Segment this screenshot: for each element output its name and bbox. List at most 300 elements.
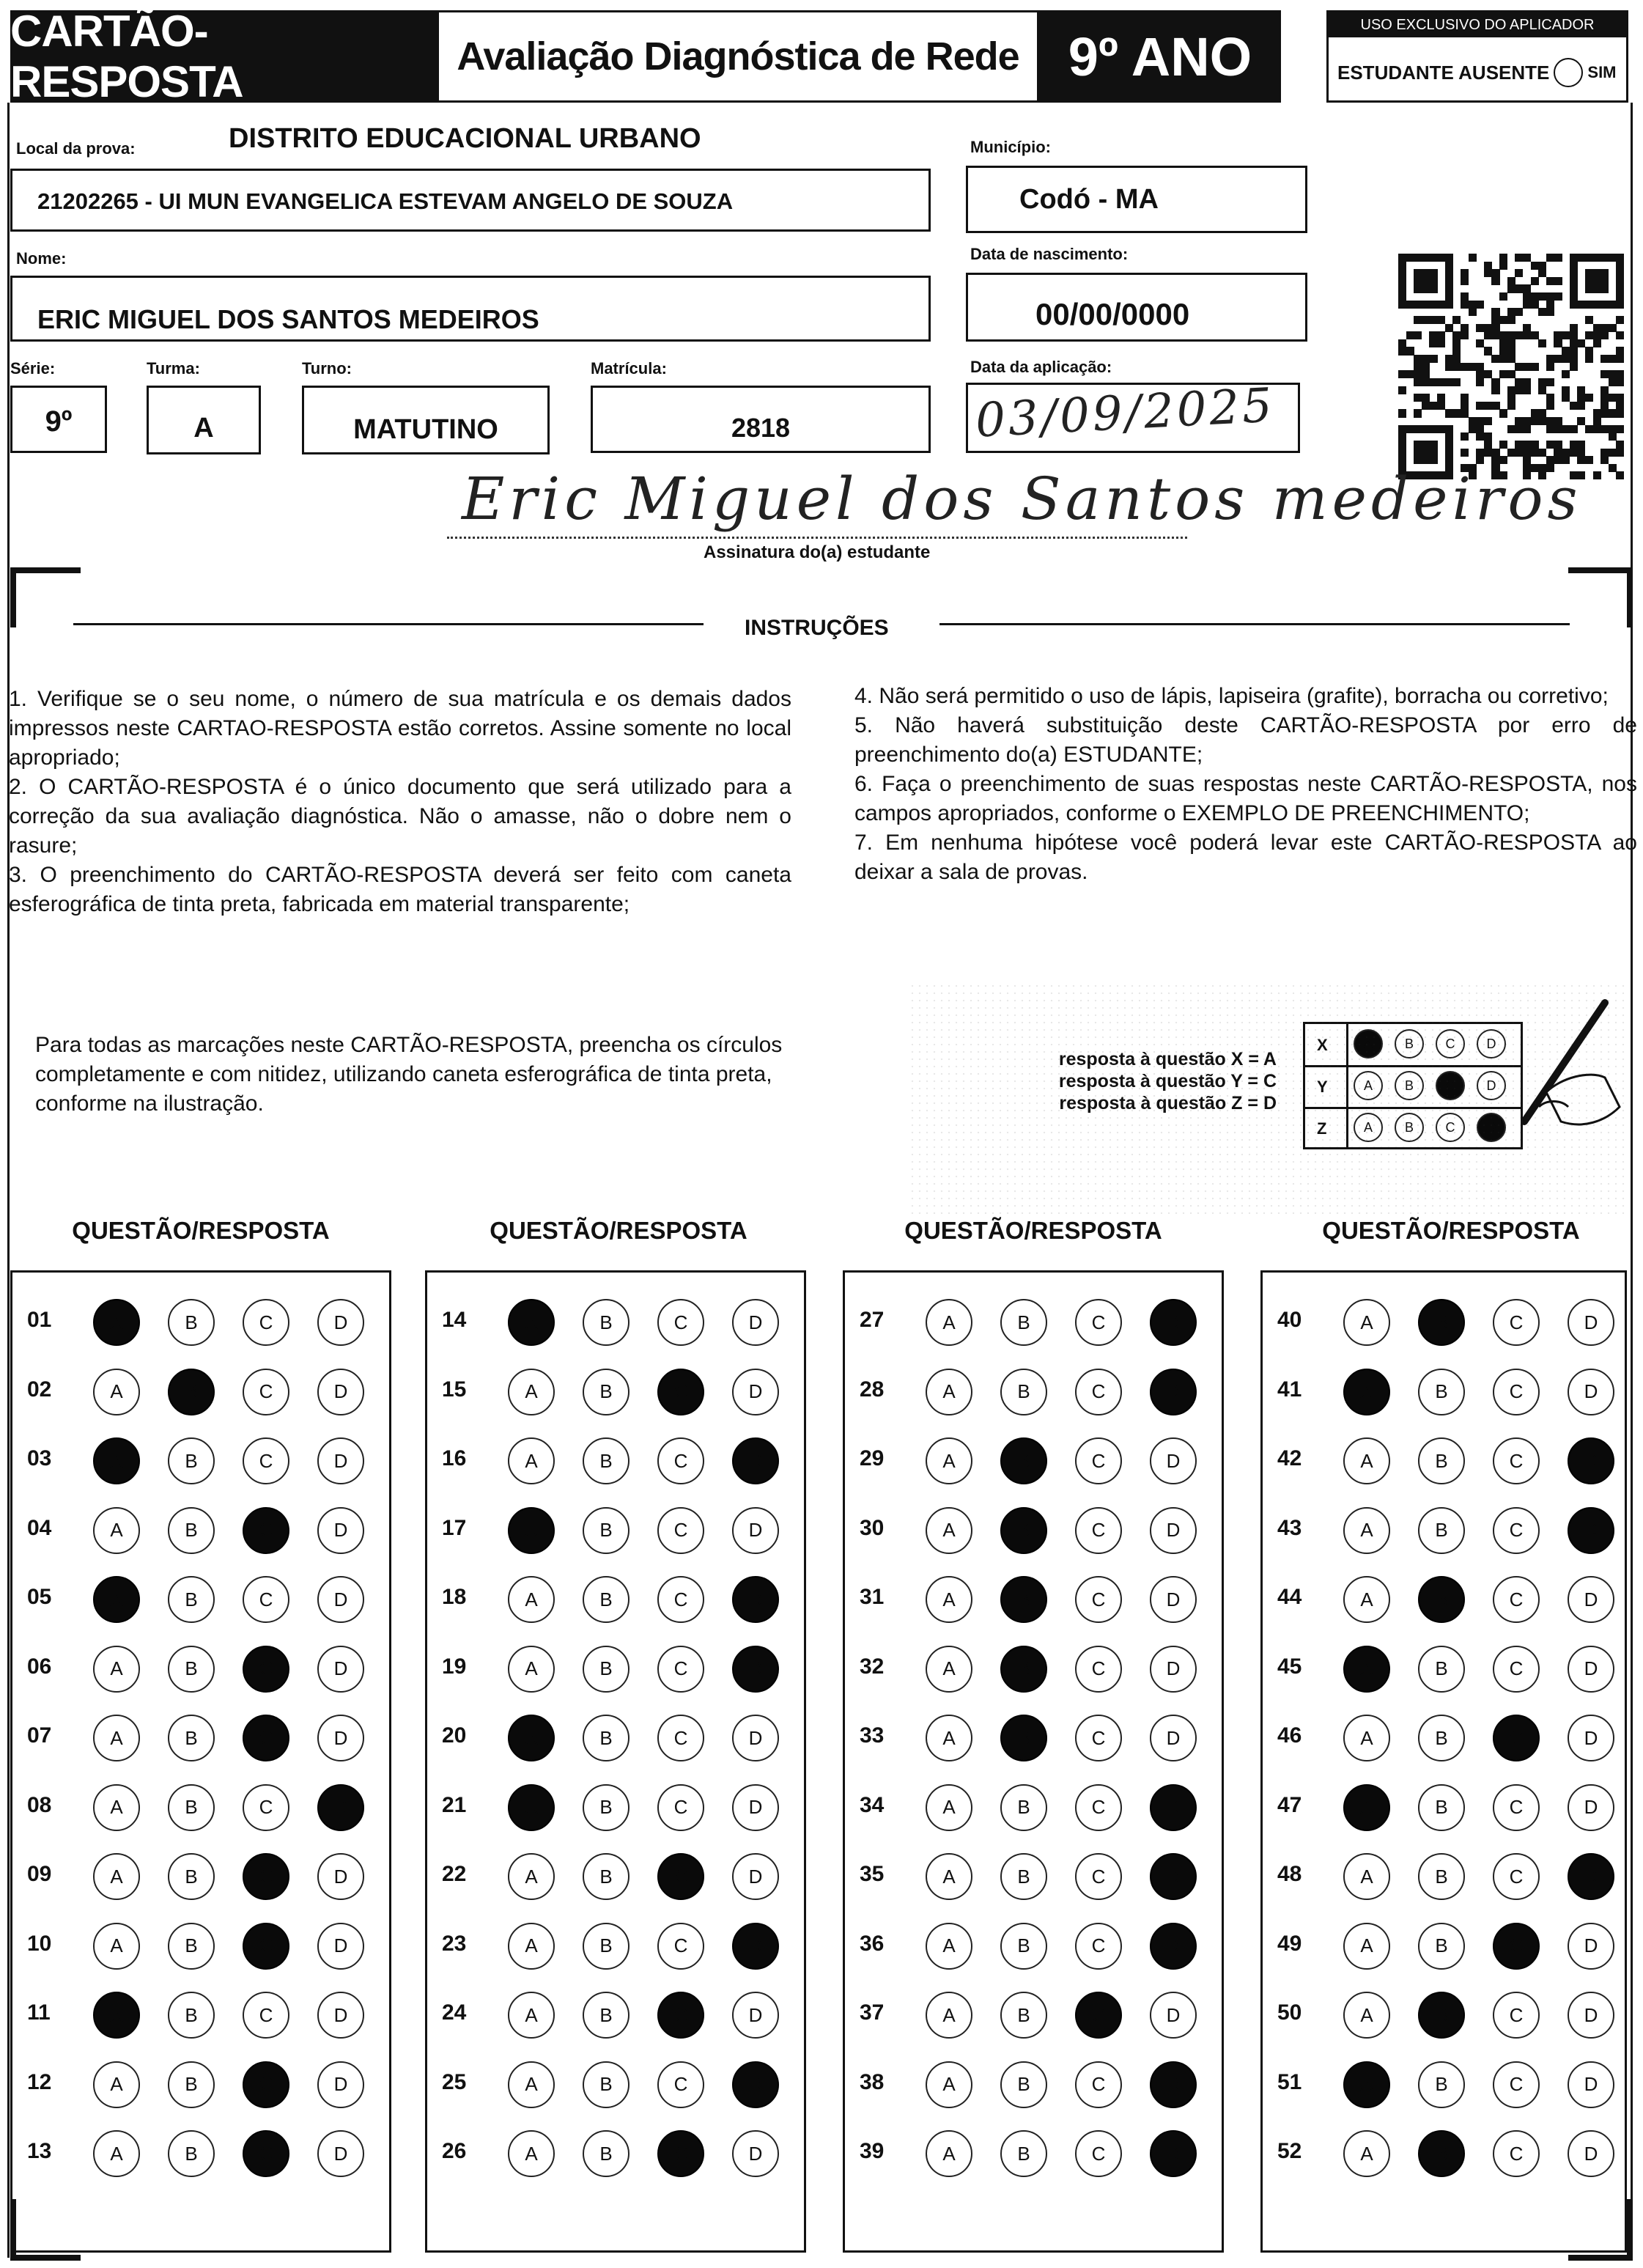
answer-bubble-b[interactable]: B (168, 1576, 215, 1623)
qr-module (1499, 355, 1507, 363)
answer-bubble-c[interactable]: C (657, 1715, 704, 1761)
answer-bubble-c[interactable]: C (657, 1507, 704, 1554)
answer-bubble-b[interactable]: B (1000, 1992, 1047, 2039)
answer-bubble-c[interactable]: C (1493, 1299, 1540, 1346)
answer-bubble-a[interactable]: A (508, 1576, 555, 1623)
answer-bubble-c[interactable]: C (657, 1437, 704, 1484)
answer-bubble-a[interactable]: A (508, 1437, 555, 1484)
answer-bubble-b[interactable]: B (1000, 1715, 1047, 1761)
answer-bubble-d[interactable]: D (732, 2130, 779, 2177)
qr-module (1616, 301, 1624, 309)
answer-bubble-a[interactable]: A (1343, 1646, 1390, 1693)
answer-bubble-c[interactable]: C (243, 1992, 289, 2039)
question-number: 07 (27, 1723, 52, 1748)
answer-bubble-d[interactable]: D (1568, 1576, 1614, 1623)
answer-bubble-d[interactable]: D (732, 1715, 779, 1761)
answer-bubble-d[interactable]: D (732, 1784, 779, 1831)
answer-bubble-b[interactable]: B (168, 2130, 215, 2177)
answer-bubble-b[interactable]: B (1000, 2130, 1047, 2177)
answer-bubble-c[interactable]: C (657, 1923, 704, 1970)
answer-bubble-d[interactable]: D (732, 1992, 779, 2039)
answer-bubble-b[interactable]: B (583, 1784, 629, 1831)
applicator-label: USO EXCLUSIVO DO APLICADOR (1329, 12, 1626, 37)
answer-bubble-a[interactable]: A (93, 1299, 140, 1346)
answer-bubble-c[interactable]: C (1075, 2061, 1122, 2108)
answer-bubble-b[interactable]: B (1000, 1646, 1047, 1693)
nome-field (10, 276, 931, 342)
answer-bubble-b[interactable]: B (168, 1507, 215, 1554)
answer-bubble-b[interactable]: B (168, 1992, 215, 2039)
answer-bubble-d[interactable]: D (317, 1784, 364, 1831)
answer-bubble-c[interactable]: C (1493, 1369, 1540, 1415)
question-number: 38 (860, 2069, 885, 2094)
qr-module (1609, 464, 1617, 472)
answer-bubble-b[interactable]: B (168, 2061, 215, 2108)
answer-bubble-b[interactable]: B (168, 1299, 215, 1346)
question-number: 15 (442, 1377, 467, 1402)
answer-bubble-c[interactable]: C (1075, 1507, 1122, 1554)
answer-bubble-c[interactable]: C (1493, 1437, 1540, 1484)
answer-bubble-d[interactable]: D (1150, 2130, 1197, 2177)
question-number: 12 (27, 2069, 52, 2094)
serie-label: Série: (10, 359, 56, 378)
qr-module (1593, 277, 1601, 285)
answer-bubble-a[interactable]: A (93, 1437, 140, 1484)
answer-bubble-b[interactable]: B (1000, 1853, 1047, 1900)
answer-bubble-c[interactable]: C (1075, 1784, 1122, 1831)
qr-module (1546, 456, 1554, 464)
answer-bubble-c[interactable]: C (1075, 1923, 1122, 1970)
answer-bubble-a[interactable]: A (1343, 1923, 1390, 1970)
answer-bubble-a[interactable]: A (93, 1853, 140, 1900)
nascimento-label: Data de nascimento: (970, 245, 1129, 263)
answer-bubble-b[interactable]: B (1000, 1437, 1047, 1484)
answer-bubble-c[interactable]: C (243, 2130, 289, 2177)
answer-bubble-b[interactable]: B (583, 1853, 629, 1900)
answer-bubble-a[interactable]: A (926, 1507, 972, 1554)
question-number: 02 (27, 1377, 52, 1402)
qr-module (1422, 425, 1430, 433)
answer-bubble-a[interactable]: A (508, 2061, 555, 2108)
answer-bubble-c[interactable]: C (1493, 1715, 1540, 1761)
answer-bubble-c[interactable]: C (243, 1923, 289, 1970)
answer-bubble-a[interactable]: A (508, 2130, 555, 2177)
answer-bubble-a[interactable]: A (926, 1369, 972, 1415)
answer-bubble-a[interactable]: A (926, 2061, 972, 2108)
answer-bubble-b[interactable]: B (1418, 1992, 1465, 2039)
answer-bubble-d[interactable]: D (732, 1507, 779, 1554)
answer-bubble-d[interactable]: D (317, 1369, 364, 1415)
answer-bubble-a[interactable]: A (93, 1992, 140, 2039)
answer-bubble-a[interactable]: A (93, 1369, 140, 1415)
answer-bubble-b[interactable]: B (583, 1369, 629, 1415)
answer-bubble-b[interactable]: B (168, 1784, 215, 1831)
answer-bubble-d[interactable]: D (317, 1853, 364, 1900)
qr-module (1554, 441, 1562, 449)
answer-bubble-d[interactable]: D (317, 1923, 364, 1970)
answer-bubble-c[interactable]: C (1075, 1715, 1122, 1761)
answer-bubble-d[interactable]: D (732, 1923, 779, 1970)
answer-bubble-b[interactable]: B (583, 1576, 629, 1623)
qr-module (1398, 409, 1406, 417)
answer-bubble-c[interactable]: C (1075, 1369, 1122, 1415)
qr-module (1538, 386, 1546, 394)
answer-bubble-d[interactable]: D (1150, 1646, 1197, 1693)
answer-bubble-a[interactable]: A (926, 1853, 972, 1900)
answer-bubble-a[interactable]: A (926, 2130, 972, 2177)
answer-bubble-b[interactable]: B (1000, 1923, 1047, 1970)
answer-bubble-b[interactable]: B (583, 1507, 629, 1554)
answer-bubble-d[interactable]: D (1150, 2061, 1197, 2108)
answer-bubble-c[interactable]: C (1493, 1507, 1540, 1554)
answer-bubble-c[interactable]: C (1493, 1784, 1540, 1831)
qr-module (1515, 417, 1523, 425)
corner-top-right (1568, 567, 1633, 627)
answer-bubble-c[interactable]: C (1075, 1992, 1122, 2039)
question-number: 18 (442, 1585, 467, 1609)
answer-bubble-a[interactable]: A (1343, 1576, 1390, 1623)
answer-bubble-a[interactable]: A (926, 1299, 972, 1346)
answer-bubble-b[interactable]: B (1418, 1369, 1465, 1415)
example-row-y: Y (1317, 1078, 1328, 1096)
turno-label: Turno: (302, 359, 352, 378)
answer-bubble-d[interactable]: D (1568, 2130, 1614, 2177)
answer-bubble-a[interactable]: A (1343, 1992, 1390, 2039)
answer-bubble-b[interactable]: B (1418, 1576, 1465, 1623)
answer-bubble-a[interactable]: A (93, 1576, 140, 1623)
answer-bubble-d[interactable]: D (1150, 1715, 1197, 1761)
answer-bubble-c[interactable]: C (243, 1784, 289, 1831)
question-number: 43 (1277, 1515, 1302, 1540)
answer-bubble-b[interactable]: B (1000, 1507, 1047, 1554)
answer-bubble-d[interactable]: D (1150, 1784, 1197, 1831)
answer-bubble-a[interactable]: A (926, 1992, 972, 2039)
turma-label: Turma: (147, 359, 200, 378)
answer-bubble-a[interactable]: A (93, 1923, 140, 1970)
answer-bubble-d[interactable]: D (1150, 1369, 1197, 1415)
answer-bubble-d[interactable]: D (1150, 1299, 1197, 1346)
answer-bubble-b[interactable]: B (1418, 1299, 1465, 1346)
qr-module (1507, 284, 1515, 292)
answer-bubble-c[interactable]: C (243, 1507, 289, 1554)
answer-bubble-b[interactable]: B (1000, 1576, 1047, 1623)
qr-module (1422, 355, 1430, 363)
answer-bubble-c[interactable]: C (1075, 1576, 1122, 1623)
answer-bubble-c[interactable]: C (1493, 1923, 1540, 1970)
answer-bubble-d[interactable]: D (1568, 1369, 1614, 1415)
answer-bubble-d[interactable]: D (732, 1369, 779, 1415)
qr-module (1429, 284, 1437, 292)
answer-bubble-d[interactable]: D (1568, 2061, 1614, 2108)
answer-bubble-d[interactable]: D (1568, 1853, 1614, 1900)
qr-module (1616, 254, 1624, 262)
qr-module (1414, 316, 1422, 324)
qr-module (1507, 277, 1515, 285)
qr-module (1422, 254, 1430, 262)
answer-row (845, 1287, 1222, 1356)
qr-module (1600, 449, 1609, 457)
answer-bubble-b[interactable]: B (1418, 1784, 1465, 1831)
qr-module (1484, 432, 1492, 441)
answer-bubble-c[interactable]: C (243, 2061, 289, 2108)
question-number: 01 (27, 1308, 52, 1332)
answer-bubble-c[interactable]: C (1493, 1853, 1540, 1900)
answer-bubble-a[interactable]: A (93, 1507, 140, 1554)
answer-bubble-b[interactable]: B (583, 2130, 629, 2177)
answer-bubble-d[interactable]: D (317, 1576, 364, 1623)
answer-bubble-d[interactable]: D (732, 1437, 779, 1484)
answer-bubble-c[interactable]: C (243, 1369, 289, 1415)
answer-bubble-c[interactable]: C (657, 1853, 704, 1900)
answer-bubble-d[interactable]: D (1568, 1715, 1614, 1761)
answer-bubble-a[interactable]: A (93, 1715, 140, 1761)
answer-bubble-a[interactable]: A (1343, 2130, 1390, 2177)
answer-bubble-b[interactable]: B (583, 1992, 629, 2039)
answer-bubble-c[interactable]: C (657, 2130, 704, 2177)
answer-bubble-a[interactable]: A (508, 1853, 555, 1900)
answer-bubble-a[interactable]: A (508, 1715, 555, 1761)
answer-bubble-c[interactable]: C (657, 1299, 704, 1346)
qr-module (1476, 324, 1484, 332)
answer-bubble-c[interactable]: C (1493, 2061, 1540, 2108)
answer-bubble-c[interactable]: C (657, 2061, 704, 2108)
answer-bubble-b[interactable]: B (168, 1923, 215, 1970)
question-number: 33 (860, 1723, 885, 1748)
answer-bubble-b[interactable]: B (583, 1646, 629, 1693)
answer-bubble-d[interactable]: D (1150, 1437, 1197, 1484)
answer-bubble-c[interactable]: C (657, 1784, 704, 1831)
qr-module (1414, 378, 1422, 386)
answer-bubble-c[interactable]: C (1075, 1437, 1122, 1484)
answer-bubble-a[interactable]: A (93, 2130, 140, 2177)
answers-title-4: QUESTÃO/RESPOSTA (1322, 1217, 1580, 1244)
qr-module (1616, 269, 1624, 277)
qr-module (1437, 378, 1445, 386)
answer-bubble-b[interactable]: B (1418, 2061, 1465, 2108)
answer-bubble-b[interactable]: B (168, 1437, 215, 1484)
answer-bubble-c[interactable]: C (1075, 1853, 1122, 1900)
answer-bubble-c[interactable]: C (1493, 1646, 1540, 1693)
question-number: 14 (442, 1308, 467, 1332)
answer-bubble-c[interactable]: C (657, 1646, 704, 1693)
answer-row (845, 1564, 1222, 1633)
answer-bubble-d[interactable]: D (317, 1437, 364, 1484)
answer-bubble-d[interactable]: D (732, 1299, 779, 1346)
question-number: 52 (1277, 2139, 1302, 2163)
qr-module (1531, 449, 1539, 457)
answer-bubble-a[interactable]: A (508, 1923, 555, 1970)
answer-bubble-b[interactable]: B (1000, 2061, 1047, 2108)
qr-module (1616, 425, 1624, 433)
answer-bubble-b[interactable]: B (583, 1923, 629, 1970)
answer-bubble-c[interactable]: C (243, 1437, 289, 1484)
qr-module (1452, 355, 1461, 363)
qr-module (1429, 378, 1437, 386)
answer-row (427, 1911, 804, 1980)
answer-bubble-b[interactable]: B (168, 1853, 215, 1900)
answer-bubble-c[interactable]: C (1075, 1299, 1122, 1346)
answer-bubble-b[interactable]: B (583, 2061, 629, 2108)
answer-bubble-a[interactable]: A (508, 1784, 555, 1831)
nome-label: Nome: (16, 249, 67, 268)
answer-bubble-a[interactable]: A (93, 2061, 140, 2108)
question-number: 50 (1277, 2000, 1302, 2025)
qr-module (1461, 269, 1469, 277)
answer-bubble-b[interactable]: B (1418, 1507, 1465, 1554)
card-title: CARTÃO-RESPOSTA (10, 10, 437, 103)
answer-bubble-a[interactable]: A (926, 1576, 972, 1623)
answer-bubble-d[interactable]: D (1568, 1646, 1614, 1693)
answer-bubble-b[interactable]: B (168, 1715, 215, 1761)
absent-label: ESTUDANTE AUSENTE (1337, 61, 1550, 84)
answer-bubble-d[interactable]: D (1568, 1299, 1614, 1346)
qr-module (1429, 316, 1437, 324)
answer-bubble-d[interactable]: D (1150, 1507, 1197, 1554)
example-bubble-a: A (1354, 1029, 1383, 1058)
answer-bubble-b[interactable]: B (1000, 1369, 1047, 1415)
answer-bubble-c[interactable]: C (243, 1646, 289, 1693)
qr-module (1562, 370, 1570, 378)
qr-module (1406, 301, 1414, 309)
answer-bubble-a[interactable]: A (1343, 1299, 1390, 1346)
answer-bubble-b[interactable]: B (1418, 2130, 1465, 2177)
frame-right-line (1631, 103, 1633, 2258)
answer-bubble-b[interactable]: B (583, 1715, 629, 1761)
answer-bubble-d[interactable]: D (732, 2061, 779, 2108)
answer-bubble-d[interactable]: D (1150, 1923, 1197, 1970)
qr-module (1577, 441, 1585, 449)
answer-bubble-d[interactable]: D (1568, 1784, 1614, 1831)
answer-bubble-c[interactable]: C (1493, 1992, 1540, 2039)
answer-bubble-d[interactable]: D (732, 1853, 779, 1900)
qr-module (1499, 292, 1507, 301)
answer-bubble-c[interactable]: C (243, 1576, 289, 1623)
answer-bubble-a[interactable]: A (508, 1992, 555, 2039)
answer-bubble-a[interactable]: A (508, 1369, 555, 1415)
answer-bubble-d[interactable]: D (317, 1646, 364, 1693)
qr-module (1406, 425, 1414, 433)
answer-bubble-a[interactable]: A (926, 1784, 972, 1831)
answer-bubble-a[interactable]: A (508, 1646, 555, 1693)
answer-bubble-c[interactable]: C (657, 1992, 704, 2039)
answer-bubble-b[interactable]: B (1000, 1784, 1047, 1831)
answer-bubble-d[interactable]: D (317, 2061, 364, 2108)
answer-bubble-d[interactable]: D (317, 1507, 364, 1554)
answer-bubble-a[interactable]: A (1343, 1784, 1390, 1831)
answer-bubble-a[interactable]: A (1343, 1369, 1390, 1415)
answer-bubble-b[interactable]: B (1418, 1437, 1465, 1484)
answer-bubble-d[interactable]: D (317, 1715, 364, 1761)
answer-bubble-c[interactable]: C (1493, 1576, 1540, 1623)
answer-bubble-d[interactable]: D (1568, 1992, 1614, 2039)
qr-module (1546, 355, 1554, 363)
qr-module (1469, 425, 1477, 433)
qr-module (1554, 339, 1562, 347)
answer-bubble-b[interactable]: B (168, 1646, 215, 1693)
answer-bubble-b[interactable]: B (1418, 1853, 1465, 1900)
answer-bubble-c[interactable]: C (1075, 1646, 1122, 1693)
answer-bubble-a[interactable]: A (508, 1507, 555, 1554)
answer-bubble-a[interactable]: A (93, 1784, 140, 1831)
answer-bubble-a[interactable]: A (93, 1646, 140, 1693)
answer-bubble-d[interactable]: D (1150, 1576, 1197, 1623)
answer-bubble-b[interactable]: B (1418, 1923, 1465, 1970)
qr-module (1437, 402, 1445, 410)
answer-bubble-d[interactable]: D (1568, 1437, 1614, 1484)
qr-module (1499, 331, 1507, 339)
answer-bubble-b[interactable]: B (1418, 1715, 1465, 1761)
question-number: 04 (27, 1515, 52, 1540)
answer-bubble-a[interactable]: A (508, 1299, 555, 1346)
qr-module (1398, 269, 1406, 277)
answer-bubble-a[interactable]: A (1343, 1437, 1390, 1484)
answer-bubble-a[interactable]: A (926, 1646, 972, 1693)
municipio-field (966, 166, 1307, 233)
qr-module (1461, 409, 1469, 417)
qr-module (1523, 441, 1531, 449)
example-bubble-c: C (1436, 1029, 1465, 1058)
grade-title: 9º ANO (1039, 10, 1281, 103)
answer-bubble-a[interactable]: A (926, 1715, 972, 1761)
answer-bubble-d[interactable]: D (317, 1299, 364, 1346)
answer-bubble-d[interactable]: D (317, 1992, 364, 2039)
qr-module (1546, 301, 1554, 309)
turno-field (302, 386, 550, 454)
answer-bubble-c[interactable]: C (657, 1369, 704, 1415)
answer-bubble-d[interactable]: D (732, 1646, 779, 1693)
answer-bubble-a[interactable]: A (1343, 2061, 1390, 2108)
answer-bubble-a[interactable]: A (926, 1923, 972, 1970)
answer-bubble-d[interactable]: D (1568, 1923, 1614, 1970)
answer-bubble-d[interactable]: D (1150, 1853, 1197, 1900)
answer-bubble-b[interactable]: B (1000, 1299, 1047, 1346)
absent-checkbox[interactable] (1554, 58, 1583, 87)
aplicacao-field[interactable] (966, 378, 1300, 453)
question-number: 17 (442, 1515, 467, 1540)
question-number: 47 (1277, 1792, 1302, 1817)
answer-bubble-c[interactable]: C (1493, 2130, 1540, 2177)
qr-module (1445, 262, 1453, 270)
answer-row (845, 1634, 1222, 1703)
answer-bubble-a[interactable]: A (1343, 1853, 1390, 1900)
answer-bubble-d[interactable]: D (1150, 1992, 1197, 2039)
qr-module (1577, 254, 1585, 262)
answer-bubble-a[interactable]: A (1343, 1715, 1390, 1761)
qr-module (1499, 339, 1507, 347)
answer-bubble-a[interactable]: A (926, 1437, 972, 1484)
answer-bubble-b[interactable]: B (583, 1299, 629, 1346)
answer-bubble-c[interactable]: C (243, 1715, 289, 1761)
answer-bubble-c[interactable]: C (243, 1853, 289, 1900)
answer-bubble-a[interactable]: A (1343, 1507, 1390, 1554)
answer-bubble-c[interactable]: C (243, 1299, 289, 1346)
answer-bubble-d[interactable]: D (732, 1576, 779, 1623)
qr-module (1523, 449, 1531, 457)
answer-bubble-d[interactable]: D (1568, 1507, 1614, 1554)
qr-module (1585, 301, 1593, 309)
answer-bubble-c[interactable]: C (1075, 2130, 1122, 2177)
qr-module (1616, 471, 1624, 479)
question-number: 34 (860, 1792, 885, 1817)
question-number: 39 (860, 2139, 885, 2163)
answer-bubble-b[interactable]: B (583, 1437, 629, 1484)
answer-bubble-b[interactable]: B (1418, 1646, 1465, 1693)
answer-bubble-d[interactable]: D (317, 2130, 364, 2177)
qr-module (1414, 331, 1422, 339)
answer-bubble-b[interactable]: B (168, 1369, 215, 1415)
qr-module (1499, 262, 1507, 270)
answer-bubble-c[interactable]: C (657, 1576, 704, 1623)
